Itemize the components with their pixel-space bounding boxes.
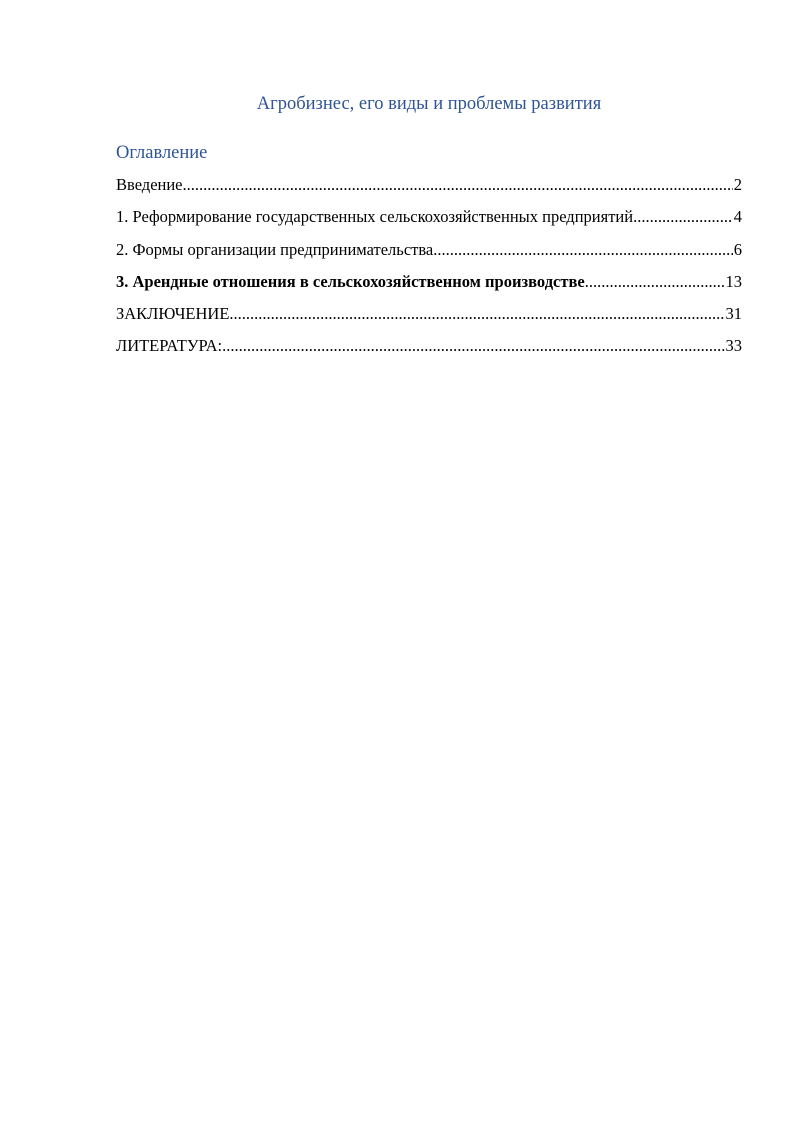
toc-entry-conclusion[interactable] bbox=[116, 302, 742, 334]
toc-entry-section-3[interactable] bbox=[116, 270, 742, 302]
toc-dot-leader bbox=[585, 270, 725, 294]
toc-entry-label: 2. Формы организации предпринимательства bbox=[116, 239, 434, 259]
toc-dot-leader bbox=[433, 238, 733, 262]
toc-page-number: 31 bbox=[725, 304, 742, 324]
table-of-contents bbox=[116, 173, 742, 367]
toc-entry-label: 3. Арендные отношения в сельскохозяйственном производстве bbox=[116, 271, 585, 291]
toc-page-number: 33 bbox=[725, 336, 742, 356]
toc-entry-label: ЗАКЛЮЧЕНИЕ bbox=[116, 304, 230, 324]
toc-page-number: 6 bbox=[733, 239, 742, 259]
toc-dot-leader bbox=[222, 334, 724, 358]
toc-page-number: 4 bbox=[733, 207, 742, 227]
toc-entry-label: 1. Реформирование государственных сельскохозяйственных предприятий bbox=[116, 207, 634, 227]
toc-entry-section-1[interactable] bbox=[116, 205, 742, 237]
toc-entry-literature[interactable] bbox=[116, 334, 742, 366]
toc-page-number: 13 bbox=[725, 271, 742, 291]
toc-entry-introduction[interactable] bbox=[116, 173, 742, 205]
toc-page-number: 2 bbox=[733, 175, 742, 194]
toc-dot-leader bbox=[633, 205, 733, 229]
toc-entry-label: Введение bbox=[116, 175, 183, 194]
toc-entry-section-2[interactable] bbox=[116, 238, 742, 270]
toc-dot-leader bbox=[183, 173, 733, 197]
toc-entry-label: ЛИТЕРАТУРА: bbox=[116, 336, 223, 356]
document-title: Агробизнес, его виды и проблемы развития bbox=[256, 94, 602, 114]
toc-dot-leader bbox=[229, 302, 724, 326]
toc-heading: Оглавление bbox=[116, 143, 208, 163]
